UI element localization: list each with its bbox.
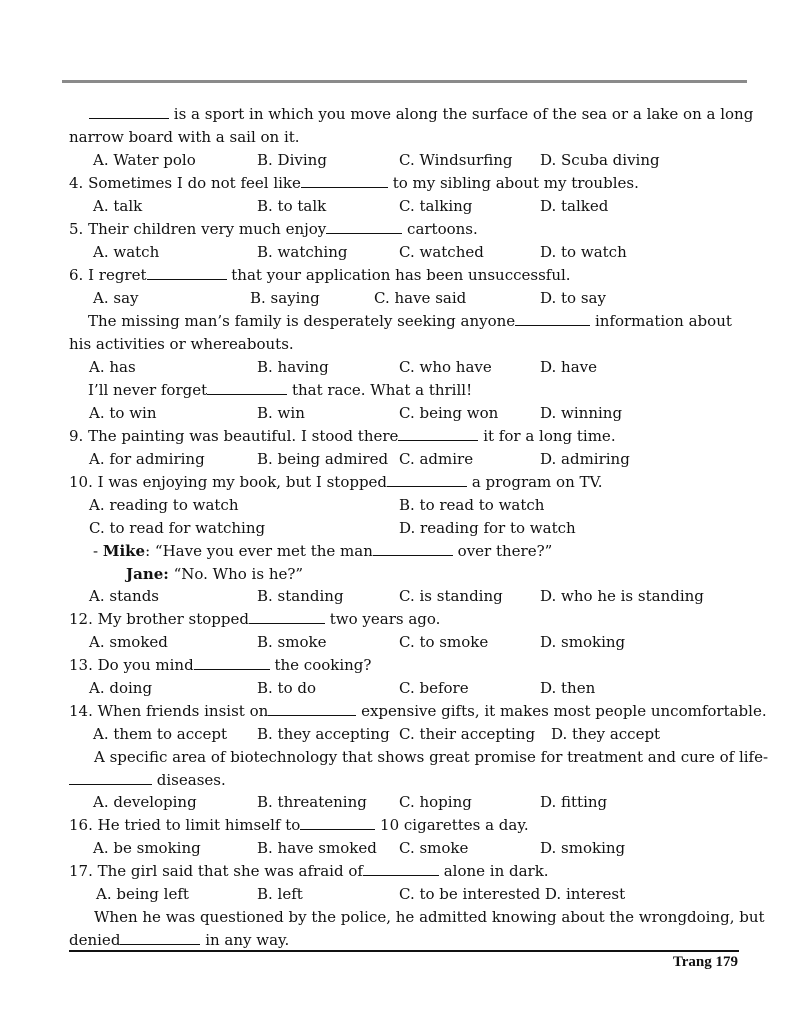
page-number: Trang 179 xyxy=(672,954,738,970)
question-5: 5. Their children very much enjoy cartoons. xyxy=(69,220,478,238)
question-3-line1: is a sport in which you move along the surface of the sea or a lake on a long xyxy=(89,105,753,123)
question-14: 14. When friends insist on expensive gifts, it makes most people uncomfortable. xyxy=(69,702,767,720)
speaker-jane: Jane: xyxy=(126,565,169,583)
q4-option-b: B. to talk xyxy=(257,197,327,215)
q11-option-a: A. stands xyxy=(89,587,159,605)
q6-option-d: D. to say xyxy=(540,289,606,307)
question-12: 12. My brother stopped two years ago. xyxy=(69,610,441,628)
q14-option-c: C. their accepting xyxy=(399,725,536,743)
question-15-line2: diseases. xyxy=(69,771,226,789)
question-6: 6. I regret that your application has been unsuccessful. xyxy=(69,266,571,284)
q5-option-b: B. watching xyxy=(257,243,348,261)
answer-blank xyxy=(300,817,375,830)
answer-blank xyxy=(398,428,478,441)
answer-blank xyxy=(515,313,590,326)
q8-option-a: A. to win xyxy=(89,404,157,422)
speaker-mike: Mike xyxy=(102,542,146,560)
q15-option-b: B. threatening xyxy=(257,793,367,811)
q9-option-a: A. for admiring xyxy=(89,450,205,468)
q10-option-b: B. to read to watch xyxy=(399,496,545,514)
q17-option-cd: C. to be interested D. interest xyxy=(399,885,626,903)
q11-option-d: D. who he is standing xyxy=(540,587,704,605)
question-18-line2: denied in any way. xyxy=(69,931,290,949)
q3-option-d: D. Scuba diving xyxy=(540,151,660,169)
q14-option-d: D. they accept xyxy=(551,725,661,743)
q3-option-a: A. Water polo xyxy=(93,151,196,169)
question-18-line1: When he was questioned by the police, he admitted knowing about the wrongdoing, but xyxy=(94,908,765,926)
q12-option-c: C. to smoke xyxy=(399,633,489,651)
q7-option-a: A. has xyxy=(89,358,136,376)
q17-option-a: A. being left xyxy=(96,885,189,903)
q17-option-b: B. left xyxy=(257,885,303,903)
q14-option-b: B. they accepting xyxy=(257,725,390,743)
q12-option-b: B. smoke xyxy=(257,633,327,651)
q6-option-b: B. saying xyxy=(250,289,320,307)
footer-rule xyxy=(69,950,739,952)
answer-blank xyxy=(147,267,227,280)
question-4: 4. Sometimes I do not feel like to my sibling about my troubles. xyxy=(69,174,639,192)
q9-option-c: C. admire xyxy=(399,450,474,468)
q16-option-a: A. be smoking xyxy=(93,839,201,857)
q4-option-a: A. talk xyxy=(93,197,143,215)
question-15-line1: A specific area of biotechnology that shows great promise for treatment and cure of life- xyxy=(94,748,769,766)
q8-option-b: B. win xyxy=(257,404,305,422)
answer-blank xyxy=(387,474,467,487)
q8-option-d: D. winning xyxy=(540,404,623,422)
q15-option-c: C. hoping xyxy=(399,793,472,811)
question-3-line2: narrow board with a sail on it. xyxy=(69,128,300,146)
question-11-line1: - Mike: “Have you ever met the man over there?” xyxy=(93,542,553,560)
q7-option-c: C. who have xyxy=(399,358,492,376)
question-13: 13. Do you mind the cooking? xyxy=(69,656,372,674)
q13-option-d: D. then xyxy=(540,679,596,697)
q7-option-b: B. having xyxy=(257,358,329,376)
question-16: 16. He tried to limit himself to 10 cigarettes a day. xyxy=(69,816,529,834)
question-9: 9. The painting was beautiful. I stood there it for a long time. xyxy=(69,427,616,445)
q5-option-d: D. to watch xyxy=(540,243,627,261)
q11-option-c: C. is standing xyxy=(399,587,503,605)
q14-option-a: A. them to accept xyxy=(93,725,228,743)
answer-blank xyxy=(268,703,356,716)
q16-option-c: C. smoke xyxy=(399,839,469,857)
question-7-line1: The missing man’s family is desperately seeking anyone information about xyxy=(88,312,732,330)
q10-option-a: A. reading to watch xyxy=(89,496,239,514)
q10-option-d: D. reading for to watch xyxy=(399,519,576,537)
q5-option-c: C. watched xyxy=(399,243,484,261)
q13-option-b: B. to do xyxy=(257,679,317,697)
q13-option-a: A. doing xyxy=(89,679,153,697)
answer-blank xyxy=(326,221,402,234)
q15-option-d: D. fitting xyxy=(540,793,608,811)
answer-blank xyxy=(249,611,325,624)
q6-option-a: A. say xyxy=(93,289,139,307)
question-8: I’ll never forget that race. What a thrill! xyxy=(88,381,473,399)
q9-option-d: D. admiring xyxy=(540,450,630,468)
q4-option-c: C. talking xyxy=(399,197,473,215)
answer-blank xyxy=(120,932,200,945)
q8-option-c: C. being won xyxy=(399,404,499,422)
answer-blank xyxy=(301,175,388,188)
q12-option-a: A. smoked xyxy=(89,633,168,651)
question-10: 10. I was enjoying my book, but I stopped a program on TV. xyxy=(69,473,603,491)
answer-blank xyxy=(363,863,439,876)
answer-blank xyxy=(373,543,453,556)
q5-option-a: A. watch xyxy=(93,243,160,261)
q4-option-d: D. talked xyxy=(540,197,609,215)
question-11-line2: Jane: “No. Who is he?” xyxy=(126,565,304,583)
q10-option-c: C. to read for watching xyxy=(89,519,266,537)
q3-option-b: B. Diving xyxy=(257,151,327,169)
answer-blank xyxy=(194,657,270,670)
q6-option-c: C. have said xyxy=(374,289,467,307)
q15-option-a: A. developing xyxy=(93,793,197,811)
q11-option-b: B. standing xyxy=(257,587,344,605)
q16-option-b: B. have smoked xyxy=(257,839,377,857)
answer-blank xyxy=(89,106,169,119)
q16-option-d: D. smoking xyxy=(540,839,626,857)
answer-blank xyxy=(69,772,152,785)
answer-blank xyxy=(207,382,287,395)
q13-option-c: C. before xyxy=(399,679,469,697)
q7-option-d: D. have xyxy=(540,358,597,376)
header-rule xyxy=(62,80,747,83)
question-7-line2: his activities or whereabouts. xyxy=(69,335,294,353)
q9-option-b: B. being admired xyxy=(257,450,389,468)
q3-option-c: C. Windsurfing xyxy=(399,151,513,169)
q12-option-d: D. smoking xyxy=(540,633,626,651)
question-17: 17. The girl said that she was afraid of alone in dark. xyxy=(69,862,549,880)
